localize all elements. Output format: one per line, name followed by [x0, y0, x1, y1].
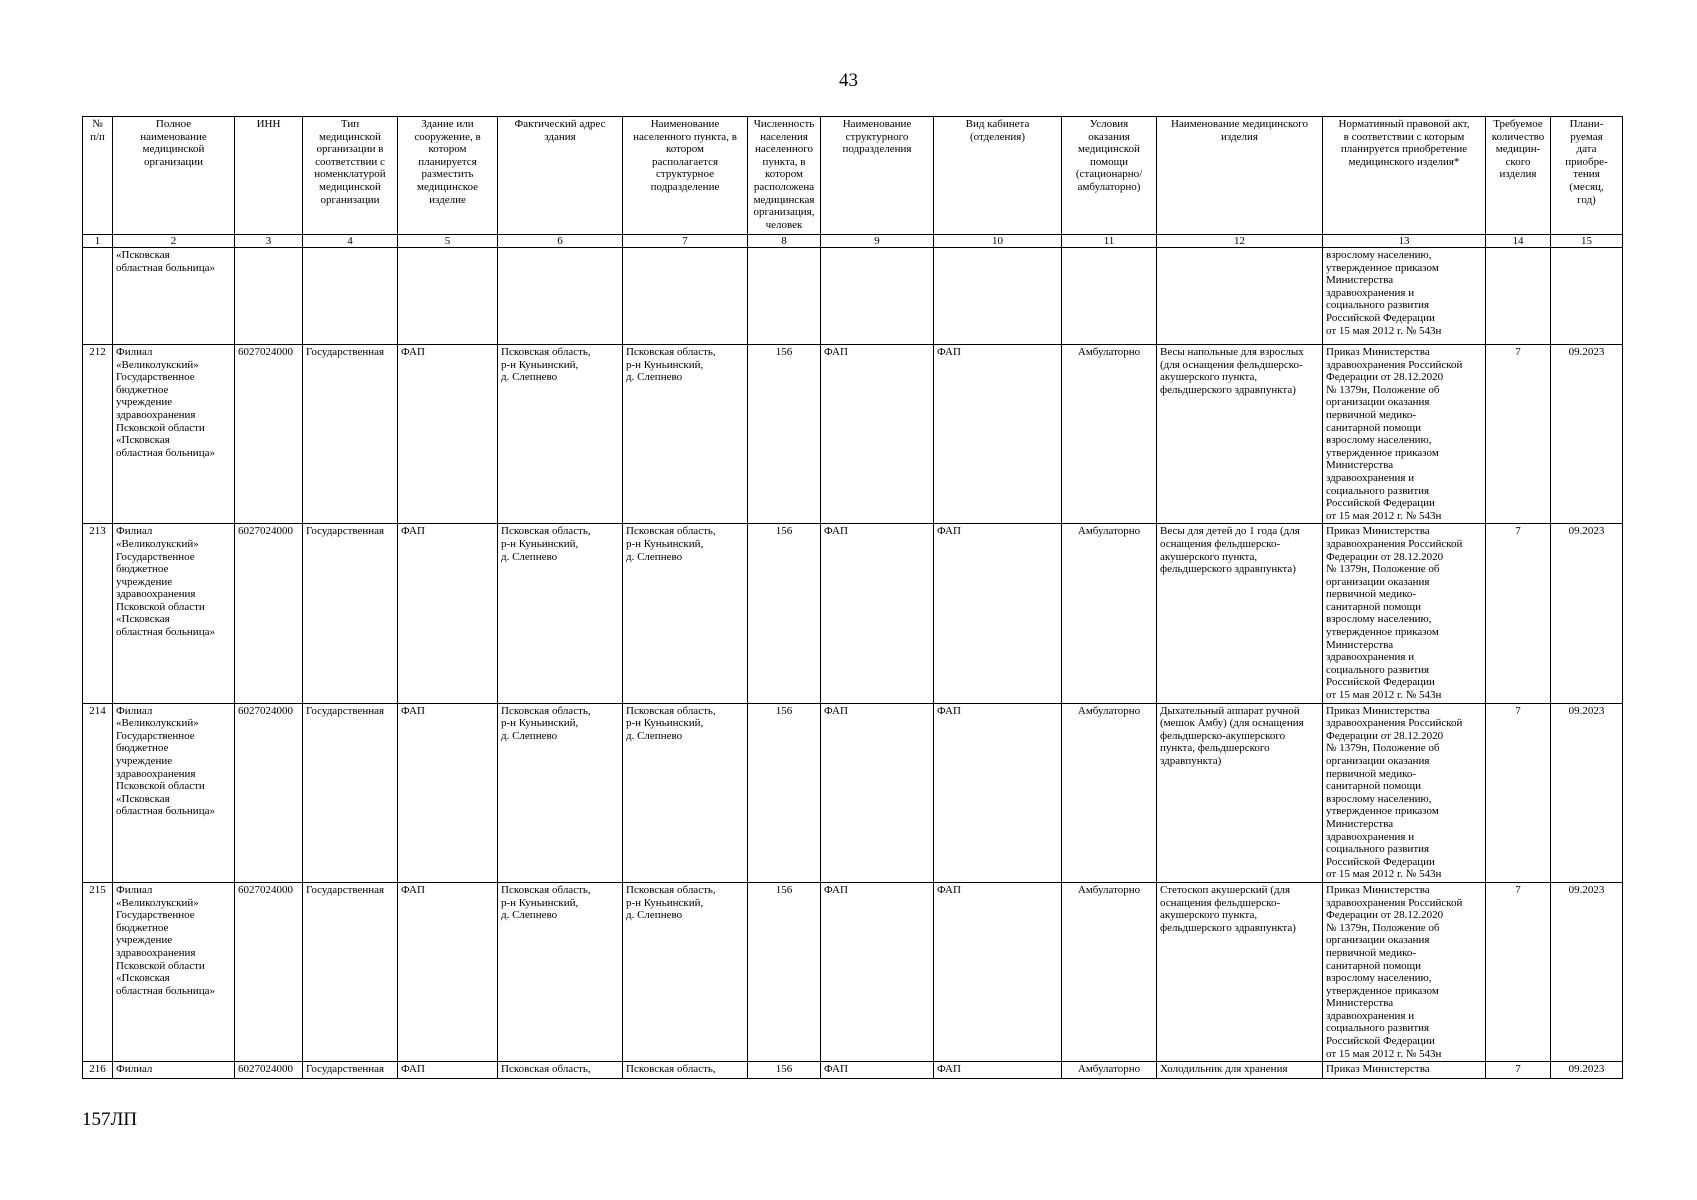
address-cell: Псковская область, р-н Куньинский, д. Слепнево — [498, 703, 623, 882]
date-cell: 09.2023 — [1551, 524, 1623, 703]
column-number: 14 — [1486, 235, 1551, 248]
population-cell: 156 — [748, 882, 821, 1061]
building-cell: ФАП — [398, 703, 498, 882]
column-header: Фактический адрес здания — [498, 117, 623, 235]
inn-cell: 6027024000 — [235, 882, 303, 1061]
column-number: 12 — [1157, 235, 1323, 248]
settlement-cell: Псковская область, р-н Куньинский, д. Слепнево — [623, 345, 748, 524]
column-number: 5 — [398, 235, 498, 248]
quantity-cell: 7 — [1486, 345, 1551, 524]
equipment-table — [82, 116, 1623, 1079]
normative-act-cell: Приказ Министерства здравоохранения Российской Федерации от 28.12.2020 № 1379н, Положение об организации оказания первичной медико- санитарной помощи взрослому населению, утвержденное приказом Министерства здравоохранения и социального развития Российской Федерации от 15 мая 2012 г. № 543н — [1323, 345, 1486, 524]
conditions-cell: Амбулаторно — [1062, 703, 1157, 882]
column-header: Наименование населенного пункта, в котором располагается структурное подразделение — [623, 117, 748, 235]
row-number-cell: 212 — [83, 345, 113, 524]
org-type-cell: Государственная — [303, 1062, 398, 1079]
inn-cell: 6027024000 — [235, 345, 303, 524]
building-cell: ФАП — [398, 882, 498, 1061]
device-cell: Стетоскоп акушерский (для оснащения фельдшерско- акушерского пункта, фельдшерского здравпункта) — [1157, 882, 1323, 1061]
column-number: 2 — [113, 235, 235, 248]
column-number: 11 — [1062, 235, 1157, 248]
header-row — [83, 117, 1623, 235]
normative-act-cell: Приказ Министерства здравоохранения Российской Федерации от 28.12.2020 № 1379н, Положение об организации оказания первичной медико- санитарной помощи взрослому населению, утвержденное приказом Министерства здравоохранения и социального развития Российской Федерации от 15 мая 2012 г. № 543н — [1323, 524, 1486, 703]
column-header: Здание или сооружение, в котором планируется разместить медицинское изделие — [398, 117, 498, 235]
cabinet-cell: ФАП — [934, 524, 1062, 703]
org-name-cell: Филиал «Великолукский» Государственное бюджетное учреждение здравоохранения Псковской области «Псковская областная больница» — [113, 345, 235, 524]
row-number-cell: 213 — [83, 524, 113, 703]
org-name-cell: Филиал — [113, 1062, 235, 1079]
cabinet-cell: ФАП — [934, 703, 1062, 882]
population-cell: 156 — [748, 1062, 821, 1079]
building-cell: ФАП — [398, 524, 498, 703]
column-number: 3 — [235, 235, 303, 248]
inn-cell: 6027024000 — [235, 703, 303, 882]
org-name-cell: Филиал «Великолукский» Государственное бюджетное учреждение здравоохранения Псковской области «Псковская областная больница» — [113, 882, 235, 1061]
settlement-cell: Псковская область, р-н Куньинский, д. Слепнево — [623, 703, 748, 882]
device-cell: Холодильник для хранения — [1157, 1062, 1323, 1079]
org-type-cell: Государственная — [303, 703, 398, 882]
org-name-cell: Филиал «Великолукский» Государственное бюджетное учреждение здравоохранения Псковской области «Псковская областная больница» — [113, 524, 235, 703]
column-number: 9 — [821, 235, 934, 248]
column-header: ИНН — [235, 117, 303, 235]
normative-act-cell: Приказ Министерства здравоохранения Российской Федерации от 28.12.2020 № 1379н, Положение об организации оказания первичной медико- санитарной помощи взрослому населению, утвержденное приказом Министерства здравоохранения и социального развития Российской Федерации от 15 мая 2012 г. № 543н — [1323, 703, 1486, 882]
column-header: Наименование структурного подразделения — [821, 117, 934, 235]
row-number-cell: 216 — [83, 1062, 113, 1079]
org-name-cell: «Псковская областная больница» — [113, 248, 235, 345]
org-type-cell: Государственная — [303, 882, 398, 1061]
cabinet-cell: ФАП — [934, 882, 1062, 1061]
column-header: Наименование медицинского изделия — [1157, 117, 1323, 235]
inn-cell: 6027024000 — [235, 524, 303, 703]
row-number-cell: 215 — [83, 882, 113, 1061]
column-number: 13 — [1323, 235, 1486, 248]
unit-cell: ФАП — [821, 345, 934, 524]
column-header: № п/п — [83, 117, 113, 235]
date-cell: 09.2023 — [1551, 882, 1623, 1061]
column-number: 15 — [1551, 235, 1623, 248]
settlement-cell: Псковская область, — [623, 1062, 748, 1079]
normative-act-cell: взрослому населению, утвержденное приказом Министерства здравоохранения и социального развития Российской Федерации от 15 мая 2012 г. № 543н — [1323, 248, 1486, 345]
population-cell: 156 — [748, 703, 821, 882]
device-cell: Весы напольные для взрослых (для оснащения фельдшерско- акушерского пункта, фельдшерского здравпункта) — [1157, 345, 1323, 524]
unit-cell: ФАП — [821, 882, 934, 1061]
conditions-cell: Амбулаторно — [1062, 882, 1157, 1061]
building-cell: ФАП — [398, 345, 498, 524]
column-header: Требуемое количество медицин- ского изделия — [1486, 117, 1551, 235]
column-header: Плани- руемая дата приобре- тения (месяц, год) — [1551, 117, 1623, 235]
org-type-cell: Государственная — [303, 524, 398, 703]
date-cell: 09.2023 — [1551, 703, 1623, 882]
footer-code: 157ЛП — [82, 1109, 138, 1130]
device-cell: Дыхательный аппарат ручной (мешок Амбу) (для оснащения фельдшерско-акушерского пункта, фельдшерского здравпункта) — [1157, 703, 1323, 882]
inn-cell: 6027024000 — [235, 1062, 303, 1079]
org-name-cell: Филиал «Великолукский» Государственное бюджетное учреждение здравоохранения Псковской области «Псковская областная больница» — [113, 703, 235, 882]
address-cell: Псковская область, р-н Куньинский, д. Слепнево — [498, 524, 623, 703]
table-row-continued — [83, 248, 1623, 345]
table-row — [83, 703, 1623, 882]
address-cell: Псковская область, р-н Куньинский, д. Слепнево — [498, 345, 623, 524]
quantity-cell: 7 — [1486, 1062, 1551, 1079]
normative-act-cell: Приказ Министерства здравоохранения Российской Федерации от 28.12.2020 № 1379н, Положение об организации оказания первичной медико- санитарной помощи взрослому населению, утвержденное приказом Министерства здравоохранения и социального развития Российской Федерации от 15 мая 2012 г. № 543н — [1323, 882, 1486, 1061]
column-number: 10 — [934, 235, 1062, 248]
settlement-cell: Псковская область, р-н Куньинский, д. Слепнево — [623, 882, 748, 1061]
population-cell: 156 — [748, 345, 821, 524]
column-header: Численность населения населенного пункта, в котором расположена медицинская организация, человек — [748, 117, 821, 235]
conditions-cell: Амбулаторно — [1062, 1062, 1157, 1079]
population-cell: 156 — [748, 524, 821, 703]
cabinet-cell: ФАП — [934, 345, 1062, 524]
column-header: Условия оказания медицинской помощи (стационарно/ амбулаторно) — [1062, 117, 1157, 235]
unit-cell: ФАП — [821, 1062, 934, 1079]
column-header: Вид кабинета (отделения) — [934, 117, 1062, 235]
column-number: 4 — [303, 235, 398, 248]
column-number: 6 — [498, 235, 623, 248]
table-row — [83, 524, 1623, 703]
table-row — [83, 882, 1623, 1061]
cabinet-cell: ФАП — [934, 1062, 1062, 1079]
column-number: 8 — [748, 235, 821, 248]
quantity-cell: 7 — [1486, 703, 1551, 882]
address-cell: Псковская область, р-н Куньинский, д. Слепнево — [498, 882, 623, 1061]
building-cell: ФАП — [398, 1062, 498, 1079]
date-cell: 09.2023 — [1551, 345, 1623, 524]
column-number-row — [83, 235, 1623, 248]
quantity-cell: 7 — [1486, 882, 1551, 1061]
column-number: 1 — [83, 235, 113, 248]
table-row — [83, 345, 1623, 524]
quantity-cell: 7 — [1486, 524, 1551, 703]
row-number-cell: 214 — [83, 703, 113, 882]
settlement-cell: Псковская область, р-н Куньинский, д. Слепнево — [623, 524, 748, 703]
page-number: 43 — [839, 70, 858, 91]
conditions-cell: Амбулаторно — [1062, 524, 1157, 703]
normative-act-cell: Приказ Министерства — [1323, 1062, 1486, 1079]
column-header: Тип медицинской организации в соответствии с номенклатурой медицинской организации — [303, 117, 398, 235]
org-type-cell: Государственная — [303, 345, 398, 524]
date-cell: 09.2023 — [1551, 1062, 1623, 1079]
address-cell: Псковская область, — [498, 1062, 623, 1079]
conditions-cell: Амбулаторно — [1062, 345, 1157, 524]
unit-cell: ФАП — [821, 524, 934, 703]
unit-cell: ФАП — [821, 703, 934, 882]
column-header: Полное наименование медицинской организации — [113, 117, 235, 235]
column-number: 7 — [623, 235, 748, 248]
table-row — [83, 1062, 1623, 1079]
device-cell: Весы для детей до 1 года (для оснащения фельдшерско- акушерского пункта, фельдшерского здравпункта) — [1157, 524, 1323, 703]
column-header: Нормативный правовой акт, в соответствии с которым планируется приобретение медицинского изделия* — [1323, 117, 1486, 235]
